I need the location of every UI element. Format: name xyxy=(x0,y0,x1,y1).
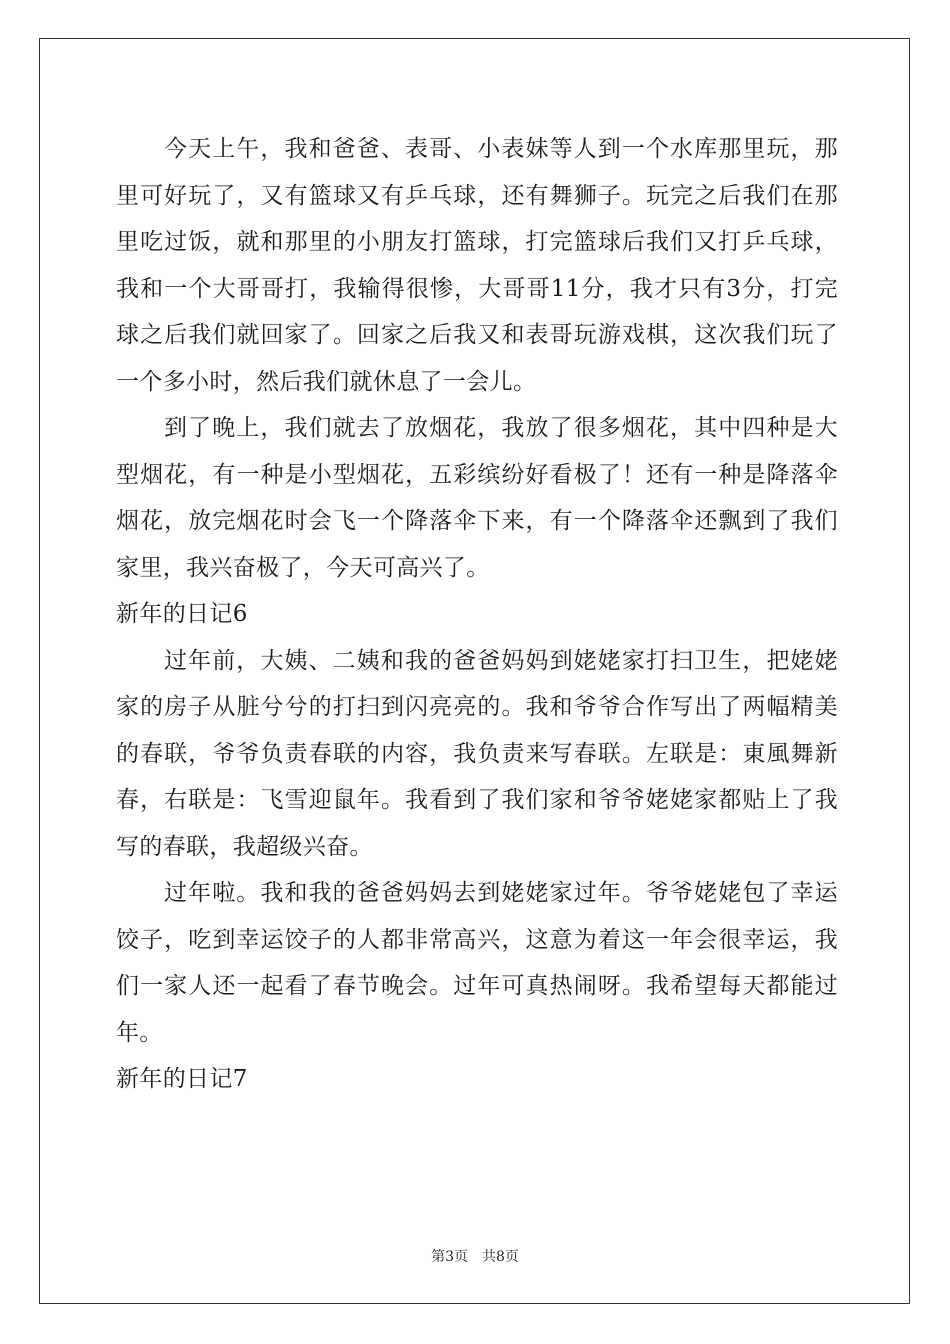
section-heading: 新年的日记7 xyxy=(116,1066,248,1092)
page-number-footer: 第3页 共8页 xyxy=(431,1249,519,1265)
section-heading: 新年的日记6 xyxy=(116,601,248,627)
paragraph: 过年前，大姨、二姨和我的爸爸妈妈到姥姥家打扫卫生，把姥姥家的房子从脏兮兮的打扫到闪亮亮的。我和爷爷合作写出了两幅精美的春联，爷爷负责春联的内容，我负责来写春联。左联是：東風舞新春，右联是：飞雪迎鼠年。我看到了我们家和爷爷姥姥家都贴上了我写的春联，我超级兴奋。 xyxy=(116,647,838,860)
paragraph: 今天上午，我和爸爸、表哥、小表妹等人到一个水库那里玩，那里可好玩了，又有篮球又有乒乓球，还有舞狮子。玩完之后我们在那里吃过饭，就和那里的小朋友打篮球，打完篮球后我们又打乒乓球，我和一个大哥哥打，我输得很惨，大哥哥11分，我才只有3分，打完球之后我们就回家了。回家之后我又和表哥玩游戏棋，这次我们玩了一个多小时，然后我们就休息了一会儿。 xyxy=(116,136,838,395)
paragraph: 过年啦。我和我的爸爸妈妈去到姥姥家过年。爷爷姥姥包了幸运饺子，吃到幸运饺子的人都非常高兴，这意为着这一年会很幸运，我们一家人还一起看了春节晚会。过年可真热闹呀。我希望每天都能过年。 xyxy=(116,880,838,1046)
document-body xyxy=(116,126,838,1103)
paragraph: 到了晚上，我们就去了放烟花，我放了很多烟花，其中四种是大型烟花，有一种是小型烟花，五彩缤纷好看极了！还有一种是降落伞烟花，放完烟花时会飞一个降落伞下来，有一个降落伞还飘到了我们家里，我兴奋极了，今天可高兴了。 xyxy=(116,415,838,581)
